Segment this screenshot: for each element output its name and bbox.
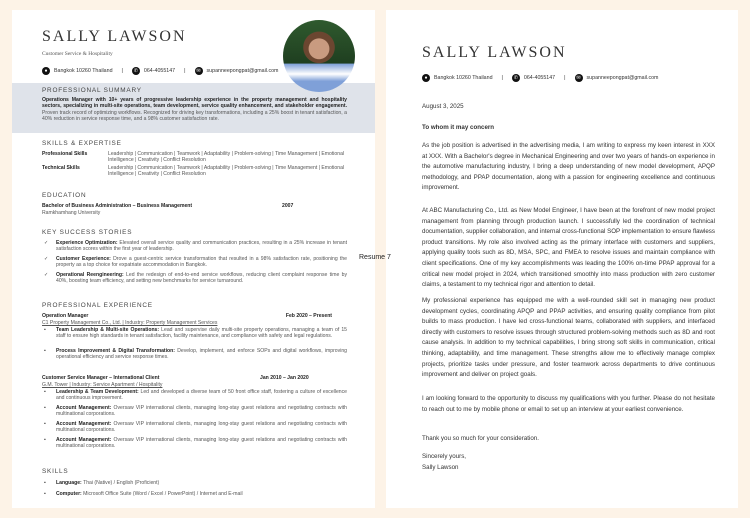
phone-icon: ✆ xyxy=(133,68,138,74)
skill-item: ▪ Computer: Microsoft Office Suite (Word / Excel / PowerPoint) / Internet and E-mail xyxy=(44,491,243,497)
resume-page xyxy=(12,10,375,508)
stories-heading: KEY SUCCESS STORIES xyxy=(42,229,133,236)
letter-paragraph: Thank you so much for your consideration. xyxy=(422,435,539,442)
job-company: G.M. Tower | Industry: Service Apartment / Hospitality xyxy=(42,382,163,388)
letter-paragraph: At ABC Manufacturing Co., Ltd. as New Model Engineer, I have been at the forefront of new model project management from planning through production launch. I successfully led the coordination of technical documentation, supplier collaboration, and internal cross-functional SOP implementation to ensure flawless product transitions. My role also involved acting as the primary interface with customers and suppliers, applying quality tools such as 8D, MSA, SPC, and FMEA to resolve issues and maintain compliance with client specifications. One of my key accomplishments was leading the 100% on-time PPAP approval for a critical new model project in 2024, which transitioned smoothly into mass production with zero customer claims, a testament to my technical rigor and attention to detail. xyxy=(422,207,715,289)
letter-paragraph: As the job position is advertised in the advertising media, I am writing to express my keen interest in XXX at XXX. With a Bachelor's degree in Mechanical Engineering and over two years of hands-on experience in the automotive manufacturing industry, I bring a deep understanding of new model development, APQP methodology, and PPAP documentation, along with a passion for engineering excellence and continuous improvement. xyxy=(422,142,715,192)
letter-paragraph: My professional experience has equipped me with a well-rounded skill set in managing new product development cycles, coordinating APQP and PPAP activities, and ensuring quality compliance from pilot builds to mass production. I have led cross-functional teams, collaborated with suppliers, and interfaced directly with customers to resolve issues through structured problem-solving methods such as 8D and root cause analysis. In addition to my technical capabilities, I bring strong soft skills in communication, critical thinking, adaptability, and time management. These strengths allow me to effectively manage complex projects, prioritize tasks under pressure, and foster teamwork across departments to drive continuous improvement and deliver on project goals. xyxy=(422,297,715,379)
education-school: Ramkhamhang University xyxy=(42,210,101,216)
job-header: Customer Service Manager – International Client Jan 2010 – Jan 2020 xyxy=(42,375,309,381)
story-item: ✓ Experience Optimization: Elevated overall service quality and communication practices, resulting in a 25% increase in tenant satisfaction scores within the first year of leadership. xyxy=(44,240,348,253)
job-header: Operation Manager Feb 2020 – Present xyxy=(42,313,332,319)
letter-date: August 3, 2025 xyxy=(422,103,464,110)
job-item: ▪ Account Management: Oversaw VIP international clients, managing long-stay guest relations and negotiating contracts with multinational corporations. xyxy=(44,405,347,418)
skill-item: ▪ Language: Thai (Native) / English (Proficient) xyxy=(44,480,160,486)
letter-greeting: To whom it may concern xyxy=(422,124,495,131)
letter-closing: Sincerely yours, xyxy=(422,453,467,460)
skills-expertise-heading: SKILLS & EXPERTISE xyxy=(42,140,122,147)
job-item: ▪ Account Management: Oversaw VIP international clients, managing long-stay guest relations and negotiating contracts with multinational corporations. xyxy=(44,421,347,434)
cover-letter-page xyxy=(386,10,738,508)
job-item: ▪ Process Improvement & Digital Transformation: Develop, implement, and enforce SOPs and digital workflows, improving operational efficiency and service response times. xyxy=(44,348,347,361)
resume-name: SALLY LAWSON xyxy=(42,28,187,45)
job-item: ▪ Leadership & Team Development: Led and developed a diverse team of 50 front office staff, fostering a culture of excellence and continuous improvement. xyxy=(44,389,347,402)
story-item: ✓ Operational Reengineering: Led the redesign of end-to-end service workflows, reducing client complaint response time by 40%, boosting team efficiency, and setting new benchmarks for service turnaround. xyxy=(44,272,347,285)
experience-heading: PROFESSIONAL EXPERIENCE xyxy=(42,302,153,309)
skills-row: Technical Skills Leadership | Communication | Teamwork | Adaptability | Problem-solving | Time Management | Emotional Intelligence | Creativity | Conflict Resolution xyxy=(42,165,345,178)
location-icon: ● xyxy=(42,67,50,75)
template-label: Resume 7 xyxy=(359,254,391,261)
resume-subtitle: Customer Service & Hospitality xyxy=(42,51,113,57)
job-item: ▪ Account Management: Oversaw VIP international clients, managing long-stay guest relations and negotiating contracts with multinational corporations. xyxy=(44,437,347,450)
summary-text: Operations Manager with 10+ years of progressive leadership experience in the property management and hospitality sectors, specializing in multi-site operations, team development, service quality enhancement, and stakeholder engagement. Proven track record of optimizing workflows. Recognized for driving key transformations, including a 25% boost in tenant satisfaction, a 40% reduction in service response time, and a 98% customer satisfaction rate. xyxy=(42,97,347,122)
letter-contacts: ● Bangkok 10260 Thailand | ✆ 064-4055147 | ✉ supanneepongpat@gmail.com xyxy=(422,74,658,82)
education-degree: Bachelor of Business Administration – Business Management 2007 xyxy=(42,203,294,209)
story-item: ✓ Customer Experience: Drove a guest-centric service transformation that resulted in a 98% satisfaction rate, positioning the property as a top choice for expatriate accommodation in Bangkok. xyxy=(44,256,347,269)
email-icon: ✉ xyxy=(576,75,581,81)
email-text[interactable]: supanneepongpat@gmail.com xyxy=(206,68,279,74)
email-text[interactable]: supanneepongpat@gmail.com xyxy=(586,75,659,81)
job-item: ▪ Team Leadership & Multi-site Operations: Lead and supervise daily multi-site property operations, managing a team of 15 staff to ensure high standards in tenant satisfaction, facility maintenance, and compliance with safety and legal regulations. xyxy=(44,327,347,340)
skills-heading: SKILLS xyxy=(42,468,69,475)
email-icon: ✉ xyxy=(196,68,201,74)
skills-row: Professional Skills Leadership | Communication | Teamwork | Adaptability | Problem-solving | Time Management | Emotional Intelligence | Creativity | Conflict Resolution xyxy=(42,151,345,164)
letter-paragraph: I am looking forward to the opportunity to discuss my qualifications with you further. Please do not hesitate to reach out to me by mobile phone or email to set up an interview at your earliest convenience. xyxy=(422,395,715,413)
phone-text: 064-4055147 xyxy=(523,75,556,81)
summary-heading: PROFESSIONAL SUMMARY xyxy=(42,87,142,94)
location-icon: ● xyxy=(422,74,430,82)
resume-contacts: ● Bangkok 10260 Thailand | ✆ 064-4055147 | ✉ supanneepongpat@gmail.com xyxy=(42,67,278,75)
job-company: C1 Property Management Co., Ltd. | Industry: Property Management Services xyxy=(42,320,218,326)
phone-icon: ✆ xyxy=(513,75,518,81)
profile-photo xyxy=(283,20,355,92)
phone-text: 064-4055147 xyxy=(143,68,176,74)
education-heading: EDUCATION xyxy=(42,192,87,199)
letter-signature: Sally Lawson xyxy=(422,464,459,471)
letter-name: SALLY LAWSON xyxy=(422,44,567,61)
location-text: Bangkok 10260 Thailand xyxy=(434,75,493,81)
location-text: Bangkok 10260 Thailand xyxy=(54,68,113,74)
